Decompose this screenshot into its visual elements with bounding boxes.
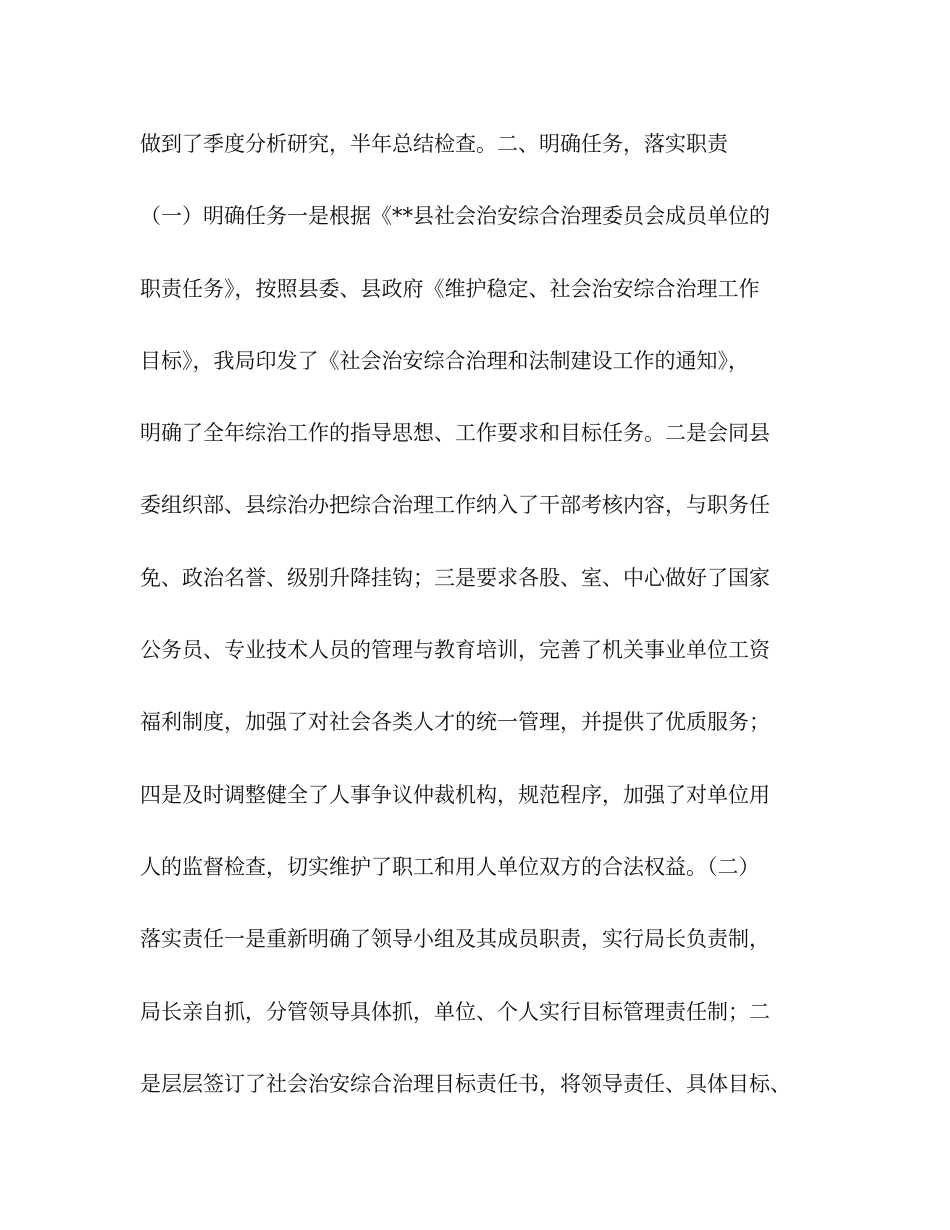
text-line-5: 明确了全年综治工作的指导思想、工作要求和目标任务。二是会同县 [140, 421, 770, 446]
text-line-11: 人的监督检查，切实维护了职工和用人单位双方的合法权益。（二） [140, 854, 760, 879]
text-line-6: 委组织部、县综治办把综合治理工作纳入了干部考核内容，与职务任 [140, 493, 770, 518]
text-line-2: （一）明确任务一是根据《**县社会治安综合治理委员会成员单位的 [140, 204, 770, 229]
body-text [140, 122, 820, 1134]
text-line-4: 目标》，我局印发了《社会治安综合治理和法制建设工作的通知》， [140, 348, 749, 373]
text-line-3: 职责任务》，按照县委、县政府《维护稳定、社会治安综合治理工作 [140, 276, 760, 301]
text-line-7: 免、政治名誉、级别升降挂钩；三是要求各股、室、中心做好了国家 [140, 565, 770, 590]
text-line-13: 局长亲自抓，分管领导具体抓，单位、个人实行目标管理责任制；二 [140, 999, 770, 1024]
text-line-14: 是层层签订了社会治安综合治理目标责任书，将领导责任、具体目标、 [140, 1071, 791, 1096]
text-line-1: 做到了季度分析研究，半年总结检查。二、明确任务，落实职责 [140, 132, 728, 156]
text-line-8: 公务员、专业技术人员的管理与教育培训，完善了机关事业单位工资 [140, 638, 770, 663]
text-line-10: 四是及时调整健全了人事争议仲裁机构，规范程序，加强了对单位用 [140, 782, 770, 807]
text-line-9: 福利制度，加强了对社会各类人才的统一管理，并提供了优质服务； [140, 710, 770, 735]
text-line-12: 落实责任一是重新明确了领导小组及其成员职责，实行局长负责制， [140, 927, 770, 952]
